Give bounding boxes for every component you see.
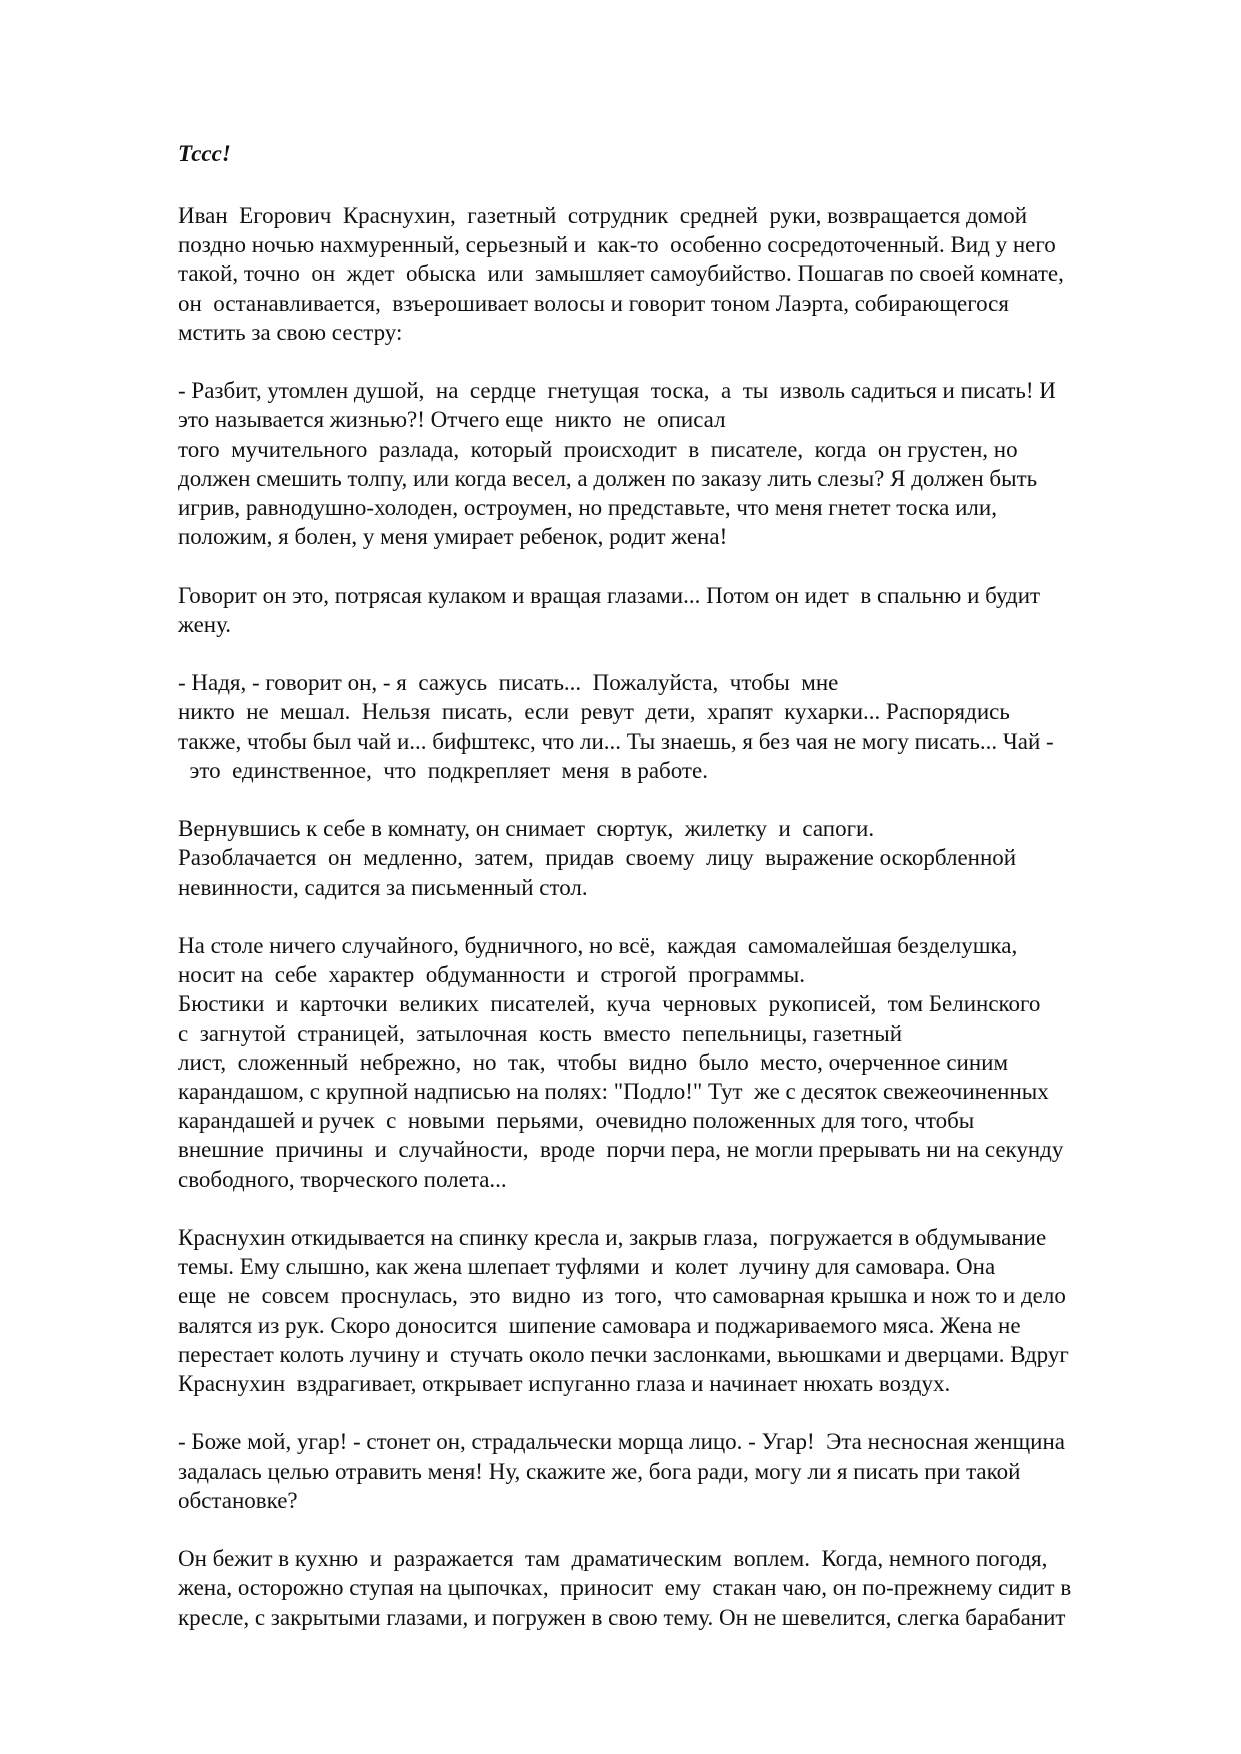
text-line: невинности, садится за письменный стол. bbox=[178, 874, 588, 900]
text-line: такой, точно он ждет обыска или замышляет самоубийство. Пошагав по своей комнате, bbox=[178, 261, 1064, 287]
text-line: карандашом, с крупной надписью на полях: "Подло!" Тут же с десяток свежеочиненных bbox=[178, 1079, 1049, 1105]
text-line: Иван Егорович Краснухин, газетный сотрудник средней руки, возвращается домой bbox=[178, 203, 1028, 228]
text-line: с загнутой страницей, затылочная кость вместо пепельницы, газетный bbox=[178, 1020, 903, 1046]
text-line: темы. Ему слышно, как жена шлепает туфлями и колет лучину для самовара. Она bbox=[178, 1254, 996, 1280]
text-line: задалась целью отравить меня! Ну, скажите же, бога ради, могу ли я писать при такой bbox=[178, 1458, 1021, 1484]
text-line: кресле, с закрытыми глазами, и погружен в свою тему. Он не шевелится, слегка барабанит bbox=[178, 1604, 1066, 1630]
text-line: лист, сложенный небрежно, но так, чтобы видно было место, очерченное синим bbox=[178, 1049, 1009, 1075]
text-line: он останавливается, взъерошивает волосы и говорит тоном Лаэрта, собирающегося bbox=[178, 290, 1009, 316]
text-line: Краснухин откидывается на спинку кресла и, закрыв глаза, погружается в обдумывание bbox=[178, 1225, 1047, 1251]
paragraph bbox=[178, 1544, 1178, 1632]
text-line: Он бежит в кухню и разражается там драматическим воплем. Когда, немного погодя, bbox=[178, 1546, 1048, 1572]
text-line: Разоблачается он медленно, затем, придав своему лицу выражение оскорбленной bbox=[178, 845, 1017, 871]
paragraph bbox=[178, 581, 1178, 639]
text-line: также, чтобы был чай и... бифштекс, что ли... Ты знаешь, я без чая не могу писать... Чай - bbox=[178, 728, 1054, 754]
paragraph bbox=[178, 1427, 1178, 1515]
text-line: поздно ночью нахмуренный, серьезный и как-то особенно сосредоточенный. Вид у него bbox=[178, 232, 1056, 258]
text-line: должен смешить толпу, или когда весел, а должен по заказу лить слезы? Я должен быть bbox=[178, 465, 1038, 491]
text-line: мстить за свою сестру: bbox=[178, 319, 403, 345]
text-line: положим, я болен, у меня умирает ребенок, родит жена! bbox=[178, 524, 728, 550]
text-line: Бюстики и карточки великих писателей, куча черновых рукописей, том Белинского bbox=[178, 991, 1041, 1017]
story-title: Тссс! bbox=[178, 141, 231, 166]
text-line: - Надя, - говорит он, - я сажусь писать... Пожалуйста, чтобы мне bbox=[178, 670, 839, 696]
story-body bbox=[178, 201, 1178, 1661]
text-line: На столе ничего случайного, будничного, но всё, каждая самомалейшая безделушка, bbox=[178, 933, 1018, 958]
text-line: носит на себе характер обдуманности и строгой программы. bbox=[178, 962, 805, 988]
text-line: это называется жизнью?! Отчего еще никто не описал bbox=[178, 407, 726, 433]
text-line: - Боже мой, угар! - стонет он, страдальчески морща лицо. - Угар! Эта несносная женщина bbox=[178, 1429, 1066, 1455]
text-line: внешние причины и случайности, вроде порчи пера, не могли прерывать ни на секунду bbox=[178, 1137, 1064, 1163]
text-line: это единственное, что подкрепляет меня в работе. bbox=[178, 757, 708, 783]
text-line: жена, осторожно ступая на цыпочках, приносит ему стакан чаю, он по-прежнему сидит в bbox=[178, 1575, 1072, 1601]
paragraph bbox=[178, 814, 1178, 902]
text-line: жену. bbox=[178, 611, 232, 637]
paragraph bbox=[178, 376, 1178, 551]
text-line: перестает колоть лучину и стучать около печки заслонками, вьюшками и дверцами. Вдруг bbox=[178, 1341, 1069, 1367]
text-line: игрив, равнодушно-холоден, остроумен, но представьте, что меня гнетет тоска или, bbox=[178, 495, 997, 521]
text-line: Краснухин вздрагивает, открывает испуганно глаза и начинает нюхать воздух. bbox=[178, 1371, 951, 1397]
text-line: - Разбит, утомлен душой, на сердце гнетущая тоска, а ты изволь садиться и писать! И bbox=[178, 378, 1056, 404]
paragraph bbox=[178, 931, 1178, 1194]
text-line: того мучительного разлада, который происходит в писателе, когда он грустен, но bbox=[178, 436, 1018, 462]
text-line: Говорит он это, потрясая кулаком и вращая глазами... Потом он идет в спальню и будит bbox=[178, 582, 1041, 608]
text-line: свободного, творческого полета... bbox=[178, 1166, 507, 1192]
text-line: никто не мешал. Нельзя писать, если ревут дети, храпят кухарки... Распорядись bbox=[178, 699, 1010, 725]
paragraph bbox=[178, 668, 1178, 785]
text-line: еще не совсем проснулась, это видно из того, что самоварная крышка и нож то и дело bbox=[178, 1283, 1066, 1309]
paragraph bbox=[178, 1223, 1178, 1398]
text-line: обстановке? bbox=[178, 1487, 298, 1513]
text-line: Вернувшись к себе в комнату, он снимает сюртук, жилетку и сапоги. bbox=[178, 816, 875, 842]
text-line: карандашей и ручек с новыми перьями, очевидно положенных для того, чтобы bbox=[178, 1108, 975, 1134]
paragraph bbox=[178, 201, 1178, 347]
text-line: валятся из рук. Скоро доносится шипение самовара и поджариваемого мяса. Жена не bbox=[178, 1312, 1021, 1338]
